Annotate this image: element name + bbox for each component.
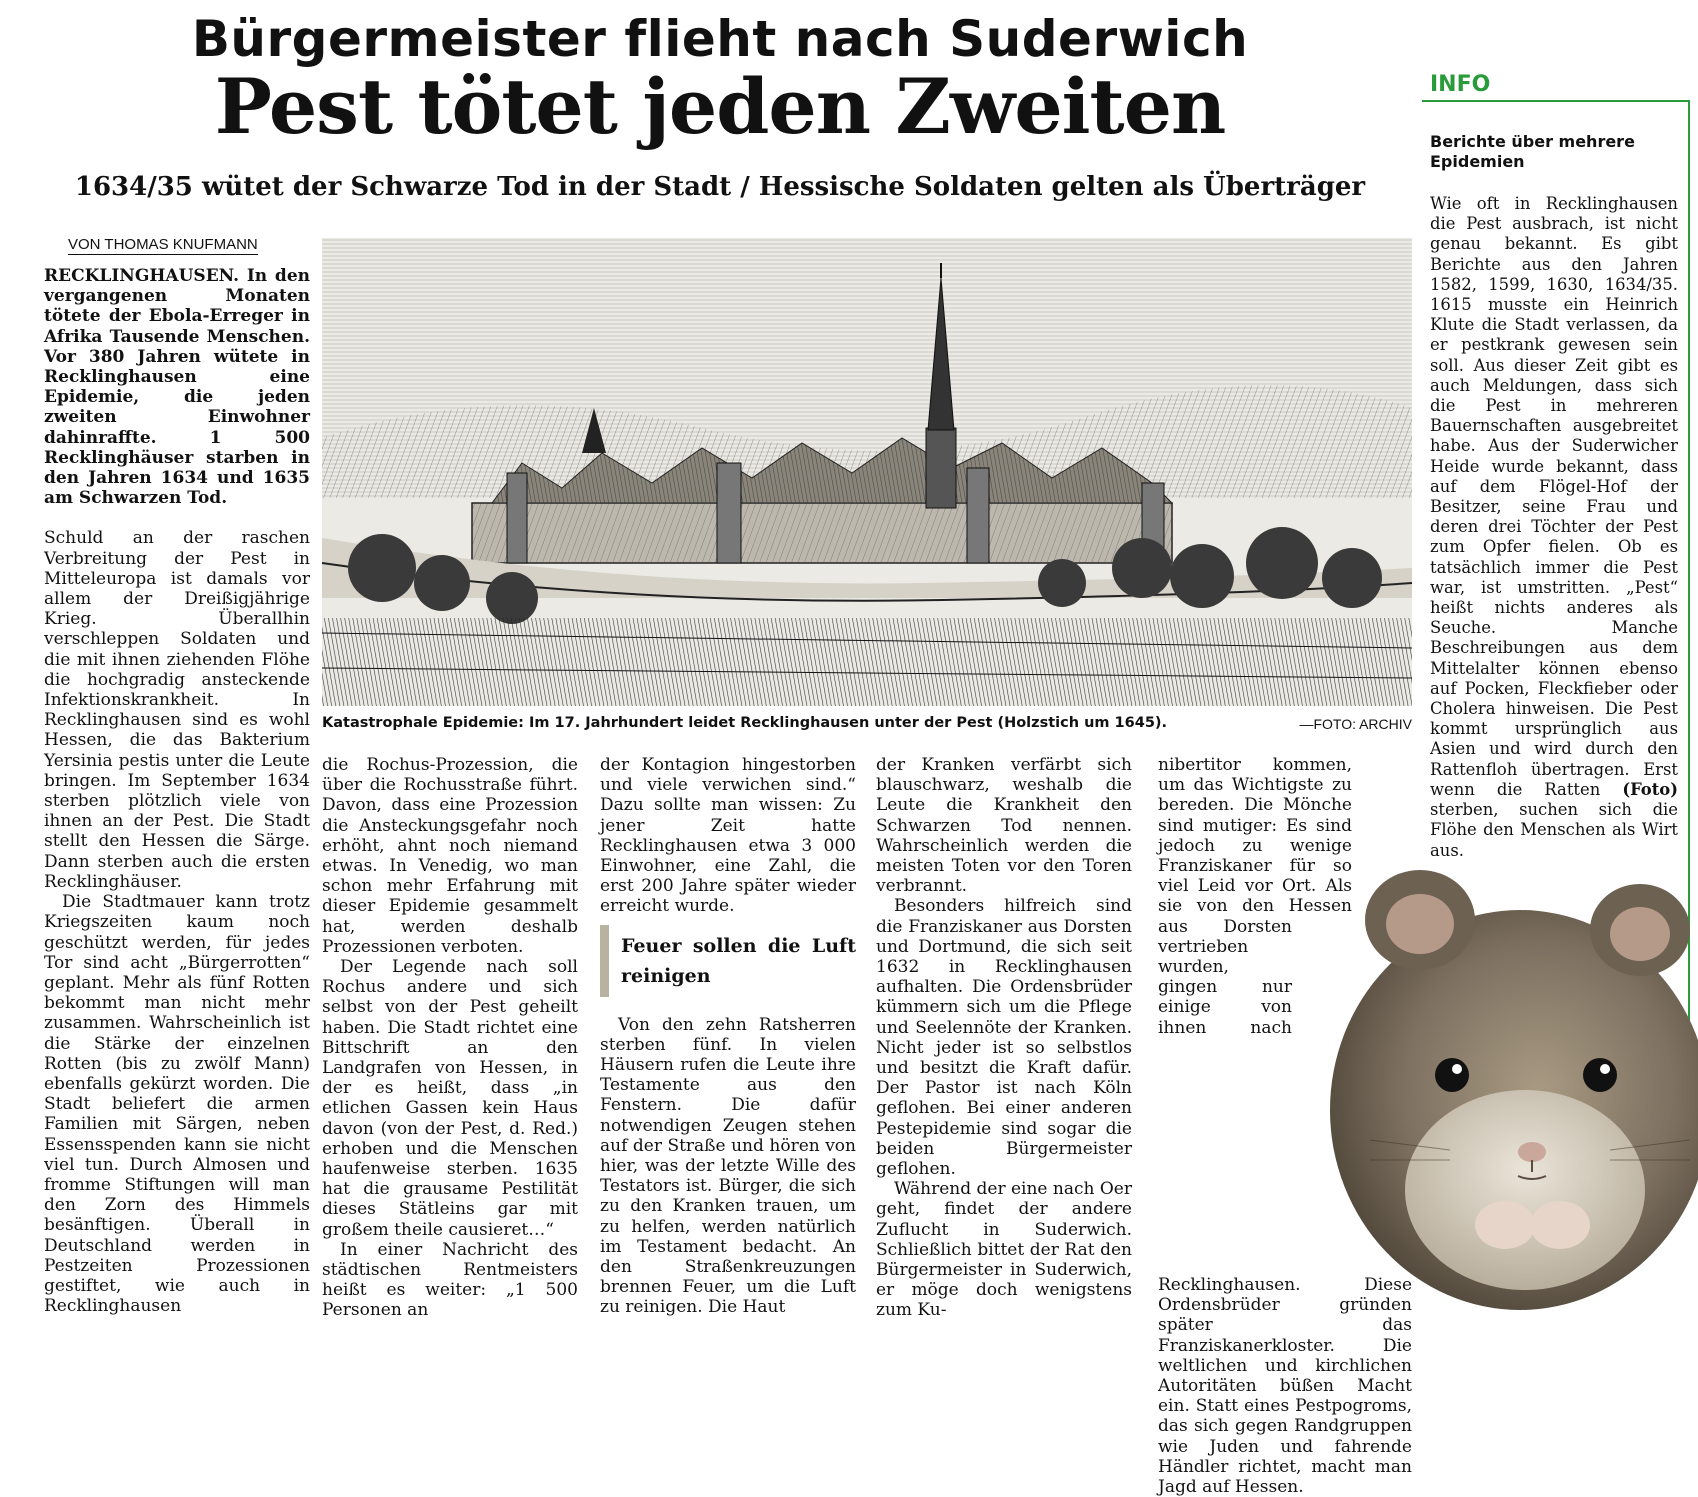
article-column-2	[322, 755, 578, 1321]
info-text: Wie oft in Recklinghausen die Pest ausbrach, ist nicht genau bekannt. Es gibt Berichte aus den Jahren 1582, 1599, 1630, 1634/35. 1615 musste ein Heinrich Klute die Stadt verlassen, da er pestkrank gewesen sein soll. Aus dieser Zeit gibt es auch Meldungen, dass sich die Pest in mehreren Bauernschaften ausgebreitet habe. Aus der Suderwicher Heide wurde bekannt, dass auf dem Flögel-Hof der Besitzer, seine Frau und deren drei Töchter der Pest zum Opfer fielen. Ob es tatsächlich immer die Pest war, ist umstritten. „Pest“ heißt nichts anderes als Seuche. Manche Beschreibungen aus dem Mittelalter können ebenso auf Pocken, Fleckfieber oder Cholera hinweisen. Die Pest kommt ursprünglich aus Asien und wird durch den Rattenfloh übertragen. Erst wenn die Ratten	[1430, 194, 1678, 799]
woodcut-image-recklinghausen	[322, 238, 1412, 706]
info-body	[1430, 194, 1678, 861]
body-paragraph: Während der eine nach Oer geht, findet der andere Zuflucht in Suderwich. Schließlich bittet der Rat den Bürgermeister in Suderwich, er möge doch wenigstens zum Ku-	[876, 1179, 1132, 1321]
info-photo-ref: (Foto)	[1622, 779, 1678, 799]
info-text: sterben, suchen sich die Flöhe den Menschen als Wirt aus.	[1430, 800, 1678, 860]
body-paragraph: Der Legende nach soll Rochus andere und sich selbst von der Pest geheilt haben. Die Stadt richtet eine Bittschrift an den Landgrafen von Hessen, in der es heißt, dass „in etlichen Gassen kein Haus davon (von der Pest, d. Red.) erhoben und die Menschen haufenweise sterben. 1635 hat die grausame Pestilität dieses Stätleins gar mit großem theile causieret…“	[322, 957, 578, 1240]
article-column-4	[876, 755, 1132, 1321]
body-paragraph: Besonders hilfreich sind die Franziskaner aus Dorsten und Dortmund, die sich seit 1632 in Recklinghausen aufhalten. Die Ordensbrüder kümmern sich um die Pflege und Seelennöte der Kranken. Nicht jeder ist so selbstlos und besitzt die Kraft dafür. Der Pastor ist nach Köln geflohen. Bei einer anderen Pestepidemie sind sogar die beiden Bürgermeister geflohen.	[876, 896, 1132, 1180]
article-column-3	[600, 755, 856, 1318]
info-title: INFO	[1430, 72, 1491, 97]
photo-caption: Katastrophale Epidemie: Im 17. Jahrhundert leidet Recklinghausen unter der Pest (Holzstich um 1645).	[322, 715, 1168, 731]
body-paragraph: nibertitor kommen, um das Wichtigste zu bereden. Die Mönche sind mutiger: Es sind jedoch zu wenige Franziskaner für so viel Leid vor Ort. Als sie von den Hessen aus Dorsten vertrieben wurden, gingen nur einige von ihnen nach Recklinghausen. Diese Ordensbrüder gründen später das Franziskanerkloster. Die weltlichen und kirchlichen Autoritäten büßen Macht ein. Statt eines Pestpogroms, das sich gegen Randgruppen wie Juden und fahrende Händler richtet, macht man Jagd auf Hessen.	[1158, 755, 1412, 1497]
body-paragraph: Von den zehn Ratsherren sterben fünf. In vielen Häusern rufen die Leute ihre Testamente aus den Fenstern. Die dafür notwendigen Zeugen stehen auf der Straße und hören von hier, was der letzte Wille des Testators ist. Bürger, die sich zu den Kranken trauen, um zu helfen, werden natürlich im Testament bedacht. An den Straßenkreuzungen brennen Feuer, um die Luft zu reinigen. Die Haut	[600, 1014, 856, 1318]
info-accent-line	[1422, 100, 1690, 102]
photo-credit: —FOTO: ARCHIV	[1299, 716, 1412, 732]
kicker-headline: Bürgermeister flieht nach Suderwich	[191, 10, 1249, 68]
main-headline: Pest tötet jeden Zweiten	[214, 62, 1226, 151]
body-paragraph: Die Stadtmauer kann trotz Kriegszeiten kaum noch geschützt werden, für jedes Tor sind acht „Bürgerrotten“ geplant. Mehr als fünf Rotten bekommt man nicht mehr zusammen. Wahrscheinlich ist die Stärke der einzelnen Rotten (bis zu zwölf Mann) ebenfalls gekürzt worden. Die Stadt beliefert die armen Familien mit Särgen, neben Essensspenden kann sie nicht viel tun. Durch Almosen und fromme Stiftungen will man den Zorn des Himmels besänftigen. Überall in Deutschland werden in Pestzeiten Prozessionen gestiftet, wie auch in Recklinghausen	[44, 892, 310, 1317]
body-paragraph: Schuld an der raschen Verbreitung der Pest in Mitteleuropa ist damals vor allem der Dreißigjährige Krieg. Überallhin verschleppen Soldaten und die mit ihnen ziehenden Flöhe die hochgradig ansteckende Infektionskrankheit. In Recklinghausen sind es wohl Hessen, die das Bakterium Yersinia pestis unter die Leute bringen. Im September 1634 sterben plötzlich viele von ihnen an der Pest. Die Stadt stellt den Hessen die Särge. Dann sterben auch die ersten Recklinghäuser.	[44, 528, 310, 892]
sub-headline: 1634/35 wütet der Schwarze Tod in der Stadt / Hessische Soldaten gelten als Überträger	[74, 172, 1366, 202]
section-subheading: Feuer sollen die Luft reinigen	[600, 925, 856, 997]
body-paragraph: die Rochus-Prozession, die über die Rochusstraße führt. Davon, dass eine Prozession die Ansteckungsgefahr noch erhöht, ahnt noch niemand etwas. In Venedig, wo man schon mehr Erfahrung mit dieser Epidemie gesammelt hat, werden deshalb Prozessionen verboten.	[322, 755, 578, 957]
body-paragraph: In einer Nachricht des städtischen Rentmeisters heißt es weiter: „1 500 Personen an	[322, 1239, 578, 1321]
body-paragraph: der Kontagion hingestorben und viele verwichen sind.“ Dazu sollte man wissen: Zu jener Zeit hatte Recklinghausen etwa 3 000 Einwohner, eine Zahl, die erst 200 Jahre später wieder erreicht wurde.	[600, 755, 856, 917]
article-column-1	[44, 266, 310, 1317]
rodent-photo	[1310, 860, 1698, 1294]
body-paragraph: der Kranken verfärbt sich blauschwarz, weshalb die Leute die Krankheit den Schwarzen Tod nennen. Wahrscheinlich werden die meisten Toten vor den Toren verbrannt.	[876, 755, 1132, 897]
byline: VON THOMAS KNUFMANN	[68, 236, 258, 253]
info-subtitle: Berichte über mehrere Epidemien	[1430, 132, 1635, 171]
lead-paragraph: RECKLINGHAUSEN. In den vergangenen Monaten tötete der Ebola-Erreger in Afrika Tausende Menschen. Vor 380 Jahren wütete in Recklinghausen eine Epidemie, die jeden zweiten Einwohner dahinraffte. 1 500 Recklinghäuser starben in den Jahren 1634 und 1635 am Schwarzen Tod.	[44, 266, 310, 509]
